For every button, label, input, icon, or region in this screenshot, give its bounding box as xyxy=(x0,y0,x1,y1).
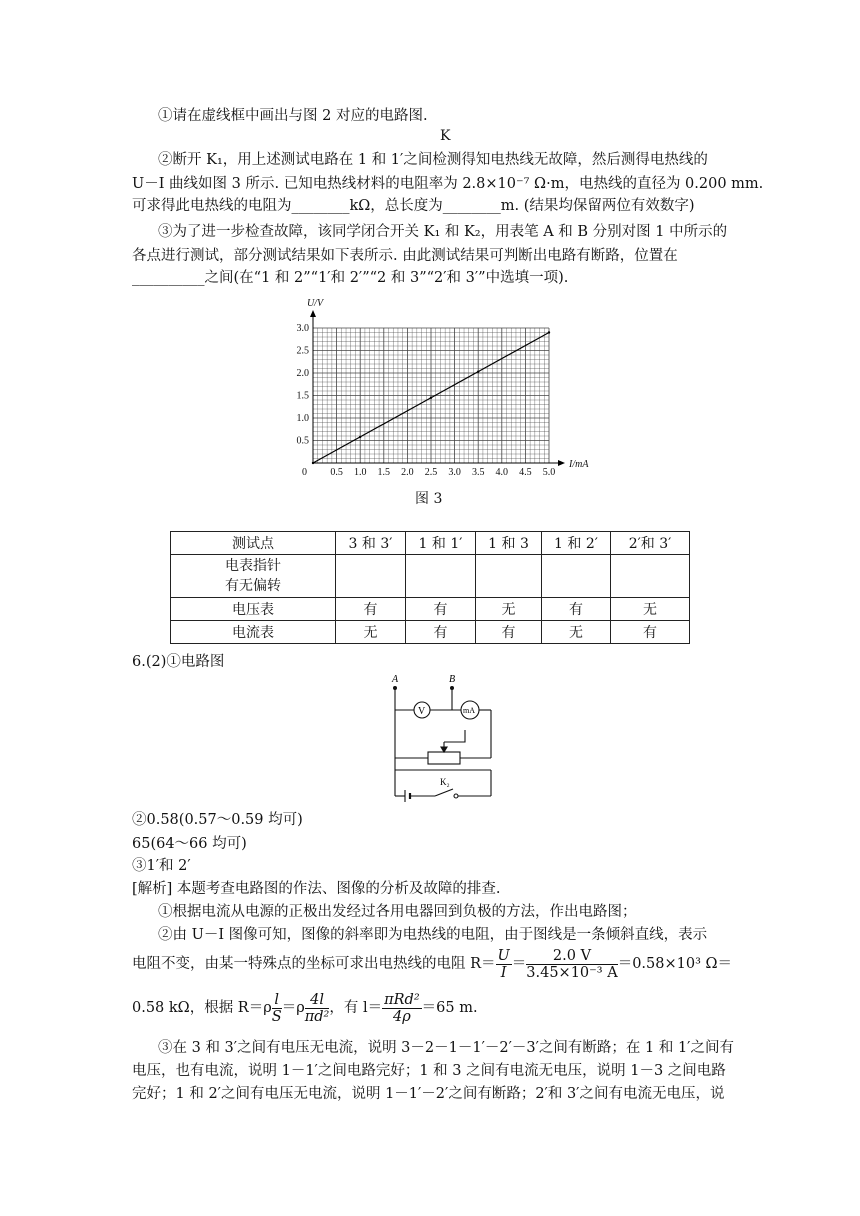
figure-label: 图 3 xyxy=(415,491,443,507)
table-row: 电流表 无 有 有 无 有 xyxy=(171,621,690,644)
origin-label: 0 xyxy=(302,467,307,478)
table-header-row xyxy=(171,532,690,555)
x-tick-label: 4.5 xyxy=(519,467,532,478)
header-cell: 1 和 1′ xyxy=(406,532,476,555)
answer-title: 6.(2)①电路图 xyxy=(132,654,225,670)
header-cell: 测试点 xyxy=(171,532,336,555)
ammeter-label: mA xyxy=(463,706,475,715)
x-axis-label: I/mA xyxy=(569,459,589,470)
answer-2: ②0.58(0.57～0.59 均可) xyxy=(132,812,303,828)
ui-chart xyxy=(285,298,595,495)
analysis-8: 完好；1 和 2′之间有电压无电流，说明 1－1′－2′之间有断路；2′和 3′之间有电流无电压，说 xyxy=(132,1086,725,1102)
y-tick-label: 1.0 xyxy=(296,413,309,424)
analysis-7: 电压，也有电流，说明 1－1′之间电路完好；1 和 3 之间有电流无电压，说明 1－3 之间电路 xyxy=(132,1063,726,1079)
data-point xyxy=(312,462,314,464)
x-tick-label: 3.0 xyxy=(448,467,461,478)
x-tick-label: 0.5 xyxy=(330,467,343,478)
row-label: 电表指针 xyxy=(225,558,281,574)
x-tick-label: 2.0 xyxy=(401,467,414,478)
switch-label: K₂ xyxy=(440,777,450,787)
data-point xyxy=(477,370,479,372)
circuit-diagram xyxy=(385,672,495,802)
voltmeter-label: V xyxy=(418,706,426,717)
answer-4: ③1′和 2′ xyxy=(132,858,191,874)
x-tick-label: 5.0 xyxy=(542,467,556,478)
data-point xyxy=(430,397,432,399)
table-row: 电压表 有 有 无 有 无 xyxy=(171,598,690,621)
y-tick-label: 0.5 xyxy=(296,435,309,447)
x-tick-label: 3.5 xyxy=(471,467,485,478)
question-2-line-1: ②断开 K₁，用上述测试电路在 1 和 1′之间检测得知电热线无故障，然后测得电热线的 xyxy=(158,152,708,168)
answer-3: 65(64～66 均可) xyxy=(132,836,247,852)
row-label: 有无偏转 xyxy=(225,578,281,594)
y-tick-label: 3.0 xyxy=(296,323,309,334)
table-row xyxy=(171,555,690,598)
chart-ticks xyxy=(297,298,590,478)
x-arrow xyxy=(558,460,565,466)
analysis-3: ②由 U－I 图像可知，图像的斜率即为电热线的电阻，由于图线是一条倾斜直线，表示 xyxy=(158,927,708,943)
question-2-line-2: U－I 曲线如图 3 所示. 已知电热线材料的电阻率为 2.8×10⁻⁷ Ω·m，电热线的直径为 0.200 mm. xyxy=(132,176,764,192)
question-1: ①请在虚线框中画出与图 2 对应的电路图. xyxy=(158,108,428,124)
question-3-line-3: __________之间(在“1 和 2”“1′和 2′”“2 和 3”“2′和 3′”中选填一项). xyxy=(132,270,569,286)
question-3-line-2: 各点进行测试，部分测试结果如下表所示. 由此测试结果可判断出电路有断路，位置在 xyxy=(132,248,678,264)
x-tick-label: 2.5 xyxy=(424,467,438,478)
analysis-1: [解析] 本题考查电路图的作法、图像的分析及故障的排查. xyxy=(132,881,501,897)
y-tick-label: 2.5 xyxy=(296,345,309,357)
data-point xyxy=(548,331,550,333)
x-tick-label: 1.0 xyxy=(353,467,367,478)
y-tick-label: 1.5 xyxy=(296,390,309,402)
x-tick-label: 1.5 xyxy=(377,467,391,478)
header-cell: 1 和 3 xyxy=(476,532,542,555)
analysis-6: ③在 3 和 3′之间有电压无电流，说明 3－2－1－1′－2′－3′之间有断路；在 1 和 1′之间有 xyxy=(158,1040,734,1056)
data-point xyxy=(359,436,361,438)
y-tick-label: 2.0 xyxy=(296,368,309,379)
analysis-5: 0.58 kΩ，根据 R＝ρ $\frac{l}{S}$ ＝ρ $\frac{4l}{\text{πd²}}$ ，有 l＝ $\frac{\text{πRd²}}{4\rho}$ ＝65 m. xyxy=(132,991,478,1025)
header-cell: 3 和 3′ xyxy=(336,532,406,555)
label-a: A xyxy=(392,674,399,685)
x-tick-label: 4.0 xyxy=(495,467,509,478)
analysis-4: 电阻不变，由某一特殊点的坐标可求出电热线的电阻 R＝ $\frac{U}{I}$ ＝ $\frac{2.0 V}{\text{3.45×10⁻³ A}}$ ＝0.58×10³ Ω＝ xyxy=(132,947,733,981)
y-arrow xyxy=(310,310,316,317)
label-b: B xyxy=(449,674,456,685)
y-axis-label: U/V xyxy=(306,298,324,309)
k-mark: K xyxy=(440,128,451,144)
question-3-line-1: ③为了进一步检查故障，该同学闭合开关 K₁ 和 K₂，用表笔 A 和 B 分别对图 1 中所示的 xyxy=(158,224,728,240)
question-2-line-3: 可求得此电热线的电阻为________kΩ，总长度为________m. (结果均保留两位有效数字) xyxy=(132,198,695,214)
chart-axes xyxy=(310,310,565,466)
analysis-2: ①根据电流从电源的正极出发经过各用电器回到负极的方法，作出电路图； xyxy=(158,904,637,920)
test-table xyxy=(170,531,690,644)
header-cell: 1 和 2′ xyxy=(542,532,611,555)
header-cell: 2′和 3′ xyxy=(611,532,690,555)
